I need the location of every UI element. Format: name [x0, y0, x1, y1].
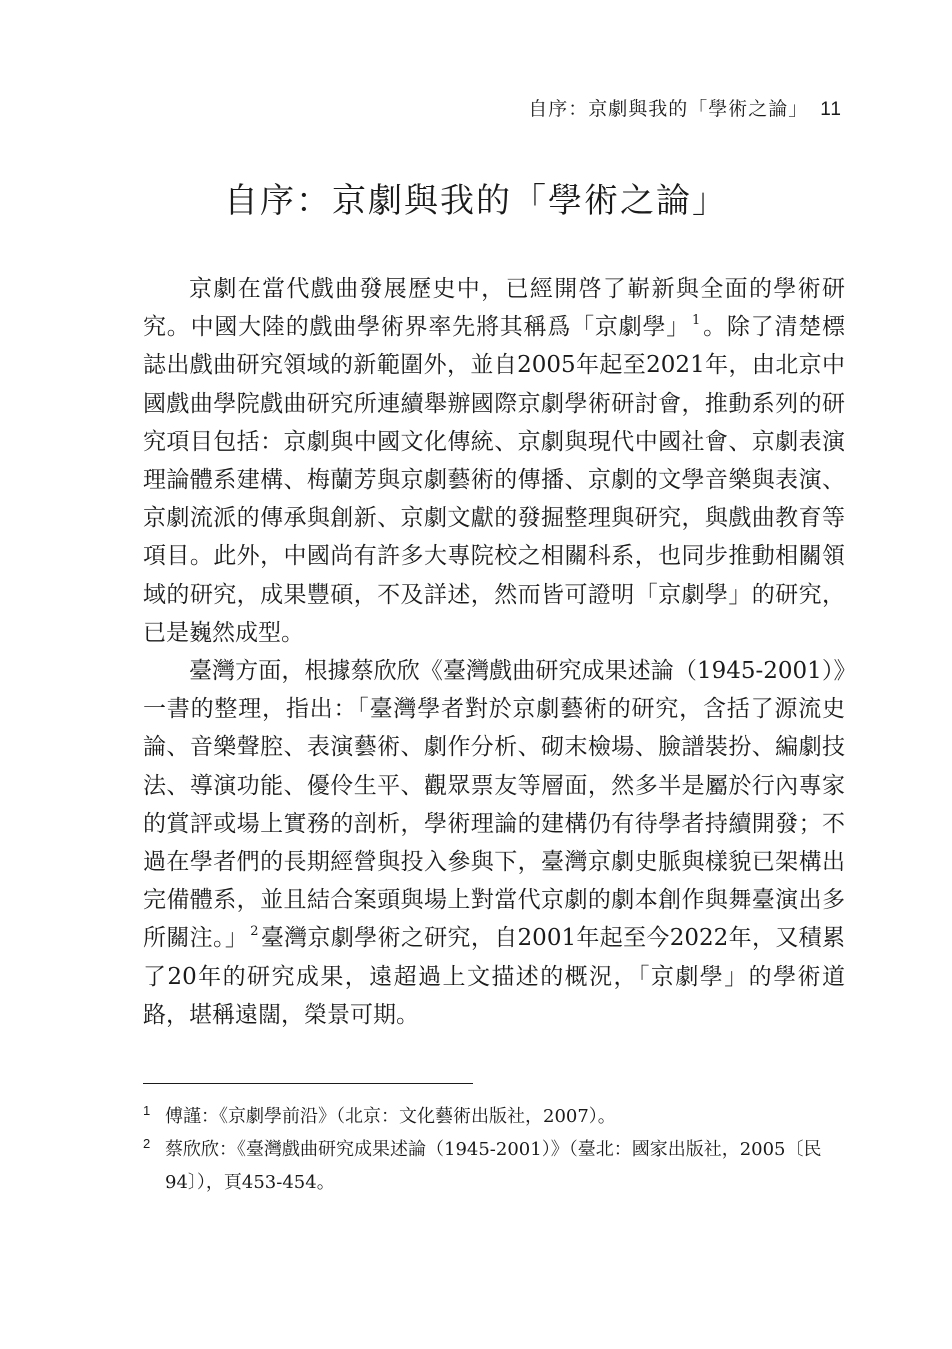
footnote-divider	[143, 1083, 473, 1084]
footnote-1	[143, 1100, 845, 1133]
paragraph-1-segment-b: 。除了清楚標誌出戲曲研究領域的新範圍外，並自2005年起至2021年，由北京中國戲曲學院戲曲研究所連續舉辦國際京劇學術研討會，推動系列的研究項目包括：京劇與中國文化傳統、京劇與現代中國社會、京劇表演理論體系建構、梅蘭芳與京劇藝術的傳播、京劇的文學音樂與表演、京劇流派的傳承與創新、京劇文獻的發掘整理與研究，與戲曲教育等項目。此外，中國尚有許多大專院校之相關科系，也同步推動相關領域的研究，成果豐碩，不及詳述，然而皆可證明「京劇學」的研究，已是巍然成型。	[143, 314, 846, 646]
paragraph-1	[143, 270, 845, 652]
paragraph-2-segment-a: 臺灣方面，根據蔡欣欣《臺灣戲曲研究成果述論（1945-2001）》一書的整理，指出：「臺灣學者對於京劇藝術的研究，含括了源流史論、音樂聲腔、表演藝術、劇作分析、砌末檢場、臉譜裝扮、編劇技法、導演功能、優伶生平、觀眾票友等層面，然多半是屬於行內專家的賞評或場上實務的剖析，學術理論的建構仍有待學者持續開發；不過在學者們的長期經營與投入參與下，臺灣京劇史脈與樣貌已架構出完備體系，並且結合案頭與場上對當代京劇的劇本創作與舞臺演出多所關注。」	[143, 658, 845, 952]
running-header	[528, 96, 842, 123]
footnote-1-number: 1	[143, 1103, 151, 1118]
paragraph-2	[143, 652, 845, 1034]
paragraph-1-segment-a: 京劇在當代戲曲發展歷史中，已經開啓了嶄新與全面的學術研究。中國大陸的戲曲學術界率先將其稱爲「京劇學」	[143, 276, 845, 341]
footnote-1-text: 傅謹：《京劇學前沿》（北京：文化藝術出版社，2007）。	[165, 1106, 616, 1127]
running-title: 自序：京劇與我的「學術之論」	[528, 98, 809, 120]
paragraph-2-segment-b: 臺灣京劇學術之研究，自2001年起至今2022年，又積累了20年的研究成果，遠超過上文描述的概況，「京劇學」的學術道路，堪稱遠闊，榮景可期。	[143, 925, 845, 1028]
footnote-reference-2: 2	[250, 924, 259, 940]
footnote-reference-1: 1	[692, 313, 701, 329]
footnote-2-text: 蔡欣欣：《臺灣戲曲研究成果述論（1945-2001）》（臺北：國家出版社，2005〔民94〕），頁453-454。	[165, 1139, 822, 1193]
page-number: 11	[820, 99, 842, 120]
footnote-2	[143, 1133, 845, 1199]
chapter-title: 自序：京劇與我的「學術之論」	[224, 181, 728, 221]
body-text	[143, 270, 845, 1034]
footnotes	[143, 1100, 845, 1199]
footnote-2-number: 2	[143, 1136, 151, 1151]
